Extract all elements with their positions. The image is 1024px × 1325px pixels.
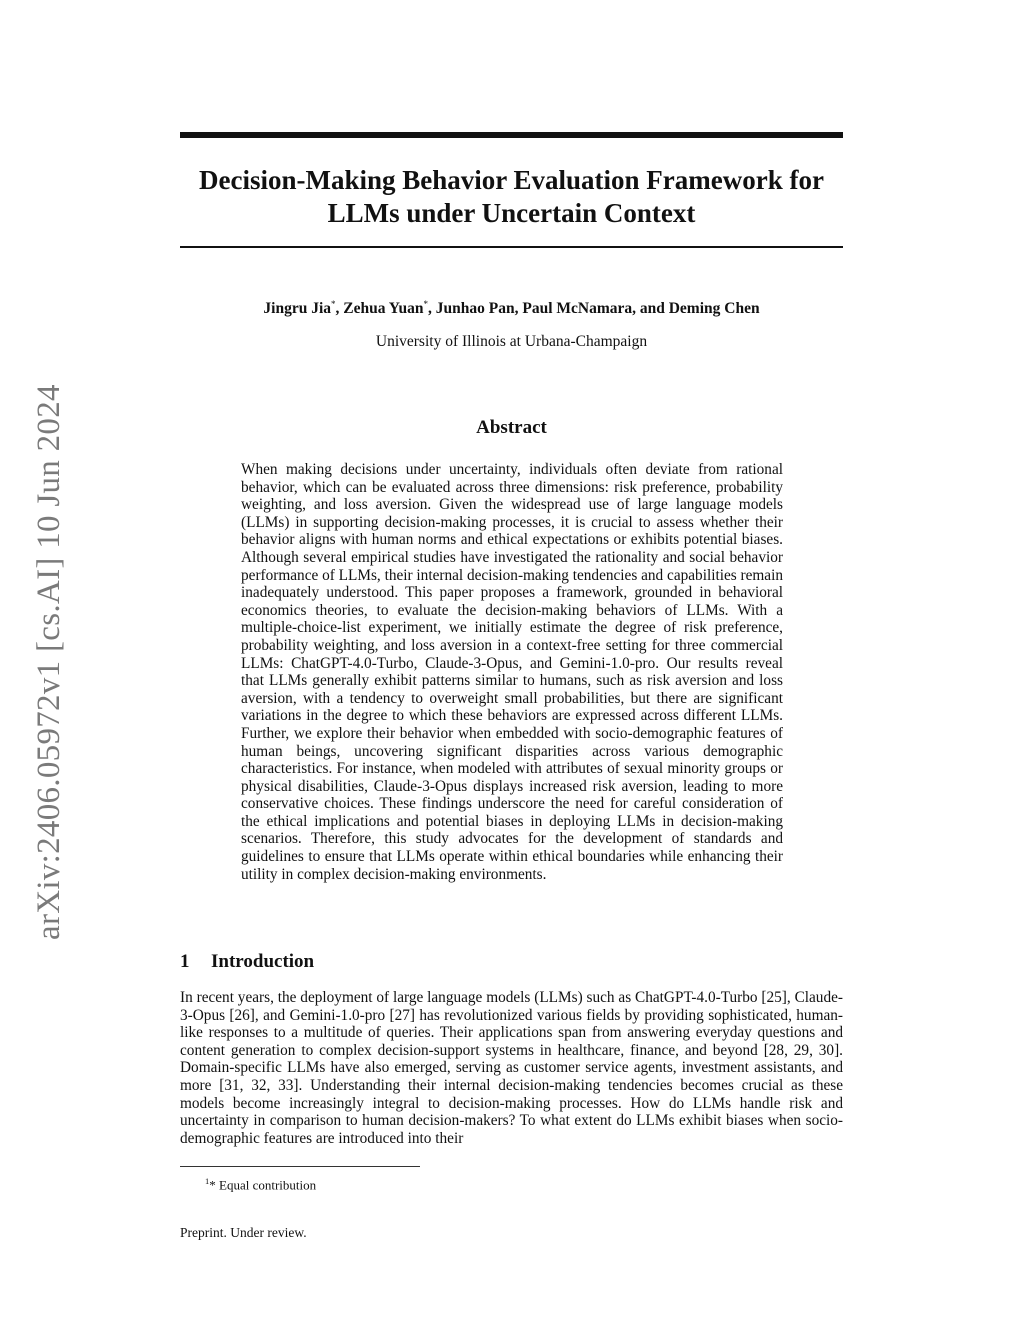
author-yuan: , Zehua Yuan [335, 300, 424, 318]
title-rule-bottom [180, 246, 843, 248]
preprint-notice: Preprint. Under review. [180, 1225, 307, 1240]
footnote-rule [180, 1166, 420, 1167]
title-rule-top [180, 132, 843, 138]
footnote-text: * Equal contribution [209, 1177, 317, 1193]
author-jia: Jingru Jia [263, 300, 331, 318]
equal-contribution-mark: * [423, 299, 429, 309]
author-list [180, 294, 843, 319]
abstract-body: When making decisions under uncertainty, individuals often deviate from rational behavior, which can be evaluated across three dimensions: risk preference, probability weighting, and loss aversion. Given the widespread use of large language models (LLMs) in supporting decision-making processes, it is crucial to assess whether their behavior aligns with human norms and ethical expectations or exhibits potential biases. Although several empirical studies have investigated the rationality and social behavior performance of LLMs, their internal decision-making tendencies and capabilities remain inadequately understood. This paper proposes a framework, grounded in behavioral economics theories, to evaluate the decision-making behaviors of LLMs. With a multiple-choice-list experiment, we initially estimate the degree of risk preference, probability weighting, and loss aversion in a context-free setting for three commercial LLMs: ChatGPT-4.0-Turbo, Claude-3-Opus, and Gemini-1.0-pro. Our results reveal that LLMs generally exhibit patterns similar to humans, such as risk aversion and loss aversion, with a tendency to overweight small probabilities, but there are significant variations in the degree to which these behaviors are expressed across different LLMs. Further, we explore their behavior when embedded with socio-demographic features of human beings, uncovering significant disparities across various demographic characteristics. For instance, when modeled with attributes of sexual minority groups or physical disabilities, Claude-3-Opus displays increased risk aversion, leading to more conservative choices. These findings underscore the need for careful consideration of the ethical implications and potential biases in deploying LLMs in decision-making scenarios. Therefore, this study advocates for the development of standards and guidelines to ensure that LLMs operate within ethical boundaries while enhancing their utility in complex decision-making environments. [241, 461, 783, 883]
arxiv-identifier-text: arXiv:2406.05972v1 [cs.AI] 10 Jun 2024 [31, 384, 67, 940]
equal-contribution-mark: * [331, 299, 336, 309]
section-heading-introduction [180, 950, 843, 974]
abstract-heading: Abstract [476, 417, 547, 438]
section-title: Introduction [211, 951, 315, 972]
footnote [205, 1172, 805, 1194]
footnote-mark: 1 [205, 1176, 210, 1186]
introduction-body: In recent years, the deployment of large language models (LLMs) such as ChatGPT-4.0-Turbo [25], Claude-3-Opus [26], and Gemini-1.0-pro [27] has revolutionized various fields by providing sophisticated, human-like responses to a multitude of queries. Their applications span from answering everyday questions and content generation to complex decision-support systems in healthcare, finance, and beyond [28, 29, 30]. Domain-specific LLMs have also emerged, serving as customer service agents, investment assistants, and more [31, 32, 33]. Understanding their internal decision-making tendencies becomes crucial as these models become increasingly integral to decision-making processes. How do LLMs handle risk and uncertainty in comparison to human decision-makers? To what extent do LLMs exhibit biases when socio-demographic features are introduced into their [180, 989, 843, 1147]
section-number: 1 [180, 951, 190, 972]
paper-title: Decision-Making Behavior Evaluation Framework for LLMs under Uncertain Context [199, 165, 824, 228]
affiliation: University of Illinois at Urbana-Champaign [375, 333, 648, 350]
author-others: , Junhao Pan, Paul McNamara, and Deming Chen [428, 300, 760, 318]
arxiv-identifier [28, 368, 70, 940]
